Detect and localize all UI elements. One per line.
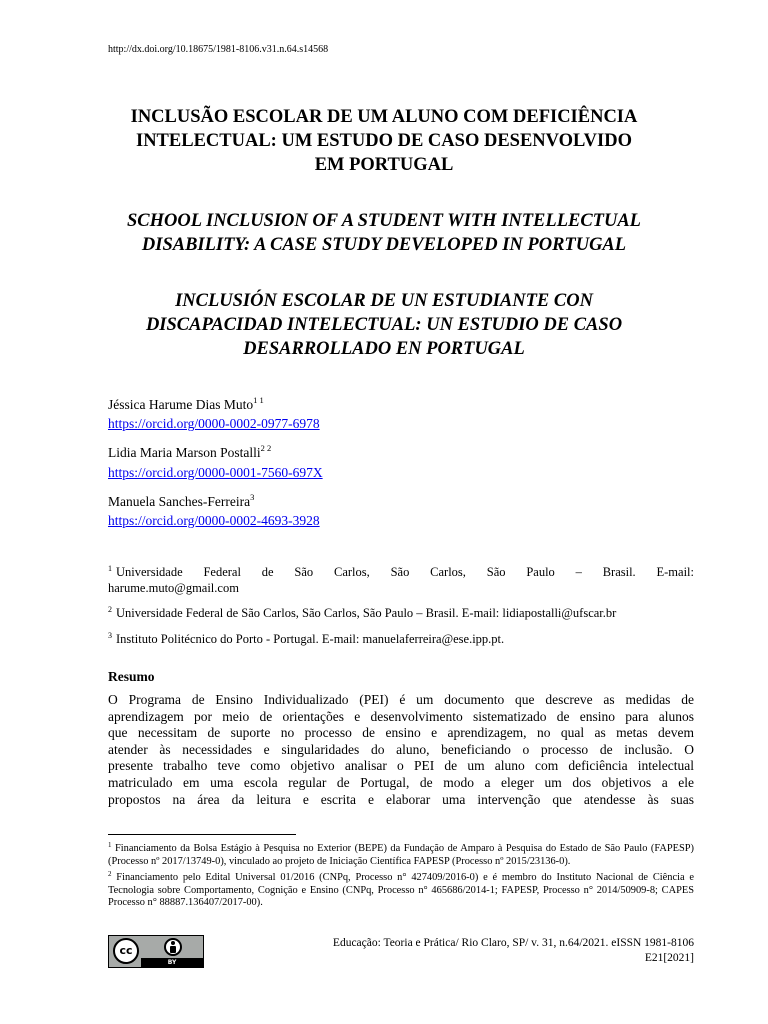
attribution-icon [164, 938, 182, 956]
title-english [100, 209, 668, 257]
journal-citation: Educação: Teoria e Prática/ Rio Claro, SP/ v. 31, n.64/2021. eISSN 1981-8106 [332, 937, 694, 949]
license-by-label: BY [141, 958, 203, 967]
footnote-2 [108, 868, 694, 910]
affiliation-num: 1 [108, 564, 112, 573]
affiliation-text: Universidade Federal de São Carlos, São Carlos, São Paulo – Brasil. E-mail: lidiapostalli@ufscar.br [116, 606, 617, 620]
author-sup: 3 [250, 491, 255, 502]
title-en-line: DISABILITY: A CASE STUDY DEVELOPED IN PORTUGAL [141, 235, 627, 255]
author-row [108, 488, 323, 512]
journal-page-id: E21[2021] [644, 952, 694, 964]
orcid-link[interactable]: https://orcid.org/0000-0002-0977-6978 [108, 416, 320, 432]
abstract-line: matriculado em uma escola regular de Portugal, de modo a eleger um dos objetivos a ele [108, 774, 694, 790]
footnote-divider [108, 834, 296, 835]
affiliation-text: Universidade Federal de São Carlos, São Carlos, São Paulo – Brasil. E-mail: [116, 565, 694, 579]
footnote-text: Financiamento da Bolsa Estágio à Pesquisa no Exterior (BEPE) da Fundação de Amparo à Pesquisa do Estado de São Paulo (FAPESP) (Processo nº 2017/13749-0), vinculado ao projeto de Iniciação Científica FAPESP (Processo nº 2015/23136-0). [108, 843, 694, 867]
footnote-num: 2 [108, 870, 112, 879]
affiliation-1 [108, 561, 694, 596]
author-row [108, 391, 323, 415]
footnote-num: 1 [108, 841, 112, 849]
affiliation-line [108, 561, 694, 581]
abstract-body [108, 692, 694, 808]
abstract-line: propostos na área da leitura e escrita e elaborar uma intervenção que atendesse às suas [108, 791, 694, 807]
affiliation-email: harume.muto@gmail.com [108, 580, 239, 595]
affiliation-3 [108, 628, 694, 648]
cc-icon: cc [113, 938, 139, 964]
author-name: Jéssica Harume Dias Muto [108, 397, 254, 412]
title-es-line: INCLUSIÓN ESCOLAR DE UN ESTUDIANTE CON [175, 291, 593, 311]
author-list [108, 391, 323, 536]
journal-info [333, 936, 694, 966]
title-es-line: DESARROLLADO EN PORTUGAL [243, 339, 525, 359]
abstract-line: O Programa de Ensino Individualizado (PEI) é um documento que descreve as medidas de [108, 692, 694, 707]
footnotes [108, 839, 694, 910]
abstract-line: presente trabalho teve como objetivo analisar o PEI de um aluno com deficiência intelectual [108, 758, 694, 774]
footnote-text: Financiamento pelo Edital Universal 01/2016 (CNPq, Processo n° 427409/2016-0) e é membro do Instituto Nacional de Ciência e Tecnologia sobre Comportamento, Cognição e Ensino (CNPq, Processo n° 465686/2014-1; FAPESP, Processo n° 2014/50909-8; CAPES Processo n° 88887.136407/2017-00). [108, 872, 694, 909]
author-row [108, 439, 323, 463]
title-portuguese [100, 105, 668, 177]
affiliation-num: 3 [108, 630, 112, 640]
orcid-row [108, 464, 323, 488]
title-pt-line: INTELECTUAL: UM ESTUDO DE CASO DESENVOLVIDO [136, 131, 632, 151]
affiliations [108, 561, 694, 653]
title-pt-line: EM PORTUGAL [314, 155, 454, 175]
orcid-row [108, 415, 323, 439]
title-en-line: SCHOOL INCLUSION OF A STUDENT WITH INTELLECTUAL [127, 211, 641, 231]
author-sup: 1 1 [253, 395, 264, 405]
abstract-line: que necessitam de suporte no processo de ensino e aprendizagem, no qual as metas devem [108, 725, 694, 741]
title-spanish [100, 289, 668, 361]
affiliation-num: 2 [108, 605, 112, 614]
orcid-link[interactable]: https://orcid.org/0000-0002-4693-3928 [108, 512, 320, 528]
orcid-link[interactable]: https://orcid.org/0000-0001-7560-697X [108, 464, 323, 480]
footnote-1 [108, 839, 694, 868]
abstract-line: atender às necessidades e singularidades do aluno, beneficiando o processo de inclusão. O [108, 741, 694, 757]
affiliation-2 [108, 602, 694, 622]
title-es-line: DISCAPACIDAD INTELECTUAL: UN ESTUDIO DE CASO [145, 315, 623, 335]
orcid-row [108, 512, 323, 536]
doi-link[interactable]: http://dx.doi.org/10.18675/1981-8106.v31.n.64.s14568 [108, 44, 329, 55]
author-name: Manuela Sanches-Ferreira [108, 493, 251, 509]
affiliation-text: Instituto Politécnico do Porto - Portugal. E-mail: manuelaferreira@ese.ipp.pt. [116, 631, 505, 646]
author-sup: 2 2 [260, 443, 272, 454]
author-name: Lidia Maria Marson Postalli [108, 445, 261, 461]
creative-commons-badge[interactable] [108, 935, 204, 968]
abstract-line: aprendizagem por meio de orientações e desenvolvimento sistematizado de ensino para alunos [108, 708, 694, 724]
abstract-heading: Resumo [108, 669, 155, 684]
title-pt-line: INCLUSÃO ESCOLAR DE UM ALUNO COM DEFICIÊNCIA [130, 107, 638, 127]
